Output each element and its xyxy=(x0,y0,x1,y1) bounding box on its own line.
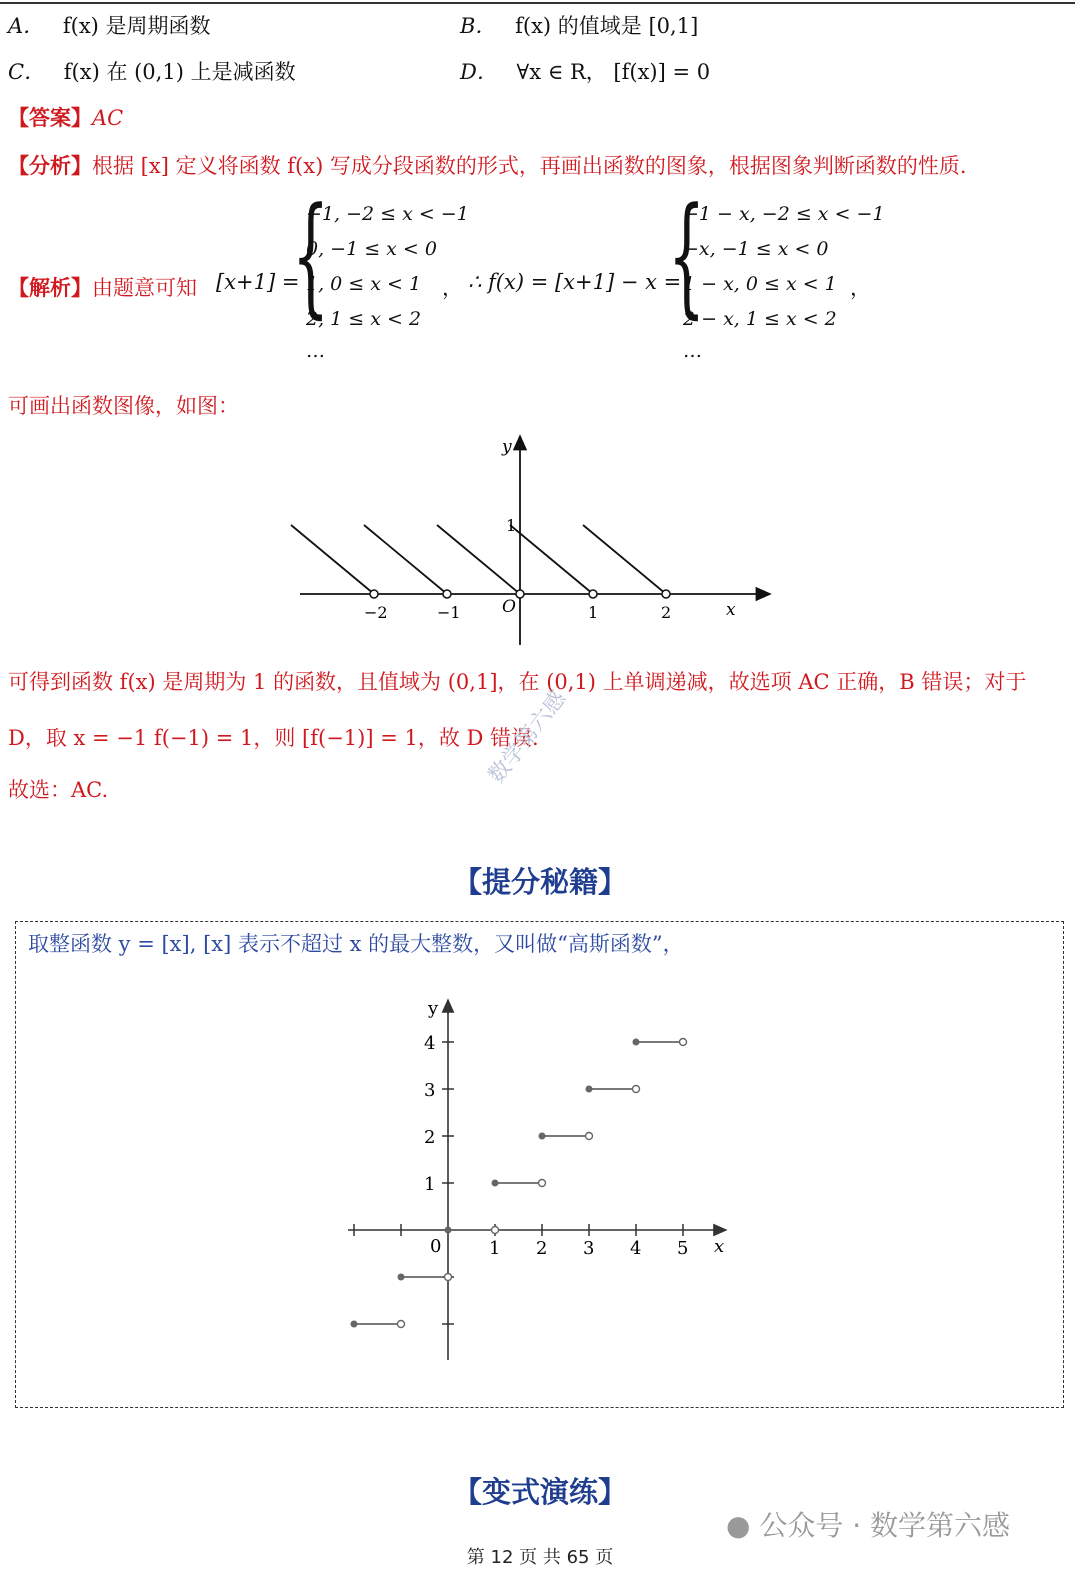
option-d-letter: D． xyxy=(460,60,498,84)
graph1-origin-label: O xyxy=(502,597,516,617)
page-footer: 第 12 页 共 65 页 xyxy=(466,1547,614,1568)
option-c-letter: C． xyxy=(8,60,46,84)
graph1-segment-0 xyxy=(291,525,374,594)
conclusion-line1: 可得到函数 f(x) 是周期为 1 的函数，且值域为 (0,1]，在 (0,1) 上单调递减，故选项 AC 正确，B 错误；对于 xyxy=(8,670,1027,694)
answer-value: AC xyxy=(92,106,124,130)
piece2-1: −x, −1 ≤ x < 0 xyxy=(683,238,829,260)
brand-watermark xyxy=(726,1504,1010,1544)
solution-lhs1: [x+1] = xyxy=(216,270,300,294)
brand-text: 公众号 · 数学第六感 xyxy=(759,1509,1011,1542)
graph1-x-tick-1: −1 xyxy=(437,603,461,622)
piece2-2: 1 − x, 0 ≤ x < 1 xyxy=(683,273,837,295)
graph1-open-point-2 xyxy=(516,590,524,598)
top-rule xyxy=(0,2,1075,4)
piece1-2: 1, 0 ≤ x < 1 xyxy=(306,273,422,295)
graph2-origin-label: 0 xyxy=(430,1236,442,1257)
option-a xyxy=(8,10,211,40)
option-d xyxy=(460,56,710,86)
graph2-closed-point-6 xyxy=(633,1039,640,1046)
graph1-open-point-3 xyxy=(589,590,597,598)
analysis-label: 【分析】 xyxy=(8,153,92,178)
piece2-4: … xyxy=(683,340,702,362)
option-b xyxy=(460,10,698,40)
option-c xyxy=(8,56,296,86)
tips-title: 【提分秘籍】 xyxy=(452,865,627,899)
graph2-y-tick-1: 1 xyxy=(424,1174,436,1195)
graph1-x-tick-0: −2 xyxy=(364,603,388,622)
option-d-text: ∀x ∈ R， [f(x)] = 0 xyxy=(516,60,711,84)
conclusion-line3: 故选：AC. xyxy=(8,778,109,802)
graph2-closed-point-3 xyxy=(492,1180,499,1187)
graph2-closed-point-2 xyxy=(445,1227,452,1234)
graph2-open-point-2 xyxy=(492,1227,499,1234)
graph2-open-point-1 xyxy=(445,1274,452,1281)
variant-title: 【变式演练】 xyxy=(452,1475,627,1509)
answer-label: 【答案】 xyxy=(8,105,92,130)
piece1-4: … xyxy=(306,340,325,362)
graph-floor xyxy=(330,990,750,1370)
solution-end: ， xyxy=(850,276,871,300)
graph2-closed-point-5 xyxy=(586,1086,593,1093)
graph2-open-point-4 xyxy=(586,1133,593,1140)
graph1-x-tick-3: 2 xyxy=(661,603,672,622)
option-b-letter: B． xyxy=(460,14,497,38)
solution-intro xyxy=(8,272,197,302)
graph1-open-point-4 xyxy=(662,590,670,598)
graph2-x-tick-3: 3 xyxy=(583,1238,595,1259)
graph1-segment-3 xyxy=(510,525,593,594)
analysis-line xyxy=(8,150,967,180)
option-a-letter: A． xyxy=(8,14,45,38)
wechat-icon: ● xyxy=(726,1509,751,1542)
solution-label: 【解析】 xyxy=(8,275,92,300)
graph1-x-tick-2: 1 xyxy=(588,603,599,622)
solution-prefix: 由题意可知 xyxy=(92,276,197,300)
option-c-text: f(x) 在 (0,1) 上是减函数 xyxy=(63,60,296,84)
piece1-1: 0, −1 ≤ x < 0 xyxy=(306,238,437,260)
graph2-x-tick-1: 1 xyxy=(489,1238,501,1259)
graph2-open-point-6 xyxy=(680,1039,687,1046)
graph1-segment-1 xyxy=(364,525,447,594)
graph1-open-point-0 xyxy=(370,590,378,598)
graph2-open-point-5 xyxy=(633,1086,640,1093)
option-a-text: f(x) 是周期函数 xyxy=(62,14,211,38)
graph1-segment-4 xyxy=(583,525,666,594)
graph1-y-label: y xyxy=(502,437,512,457)
solution-sep: ， xyxy=(442,276,463,300)
answer-line xyxy=(8,102,123,132)
piece1-3: 2, 1 ≤ x < 2 xyxy=(306,308,422,330)
graph2-closed-point-4 xyxy=(539,1133,546,1140)
graph2-open-point-3 xyxy=(539,1180,546,1187)
draw-text: 可画出函数图像，如图： xyxy=(8,394,239,418)
graph1-open-point-1 xyxy=(443,590,451,598)
piece2-0: −1 − x, −2 ≤ x < −1 xyxy=(683,203,885,225)
graph2-x-tick-5: 5 xyxy=(677,1238,689,1259)
graph2-y-tick-3: 3 xyxy=(424,1080,436,1101)
conclusion-line2: D，取 x = −1 f(−1) = 1，则 [f(−1)] = 1，故 D 错误. xyxy=(8,726,539,750)
graph2-y-tick-4: 4 xyxy=(424,1033,436,1054)
option-b-text: f(x) 的值域是 [0,1] xyxy=(515,14,699,38)
graph2-x-label: x xyxy=(714,1236,725,1257)
brace-left-1: { xyxy=(292,179,330,331)
watermark-diagonal: 数学第六感 xyxy=(483,686,572,789)
graph-sawtooth xyxy=(290,430,790,650)
graph2-closed-point-1 xyxy=(398,1274,405,1281)
graph2-x-tick-4: 4 xyxy=(630,1238,642,1259)
piece2-3: 2 − x, 1 ≤ x < 2 xyxy=(683,308,837,330)
piece1-0: −1, −2 ≤ x < −1 xyxy=(306,203,469,225)
brace-left-2: { xyxy=(668,179,706,331)
analysis-text: 根据 [x] 定义将函数 f(x) 写成分段函数的形式，再画出函数的图象，根据图象判断函数的性质. xyxy=(92,154,967,178)
graph2-x-tick-2: 2 xyxy=(536,1238,548,1259)
graph1-segment-2 xyxy=(437,525,520,594)
solution-lhs2: ∴ f(x) = [x+1] − x = xyxy=(468,270,682,294)
graph2-closed-point-0 xyxy=(351,1321,358,1328)
graph1-y-tick-label: 1 xyxy=(506,516,517,535)
graph2-y-label: y xyxy=(428,998,439,1019)
tips-text: 取整函数 y = [x], [x] 表示不超过 x 的最大整数，又叫做“高斯函数”， xyxy=(28,932,684,956)
graph2-y-tick-2: 2 xyxy=(424,1127,436,1148)
graph1-x-label: x xyxy=(726,600,736,620)
graph2-open-point-0 xyxy=(398,1321,405,1328)
